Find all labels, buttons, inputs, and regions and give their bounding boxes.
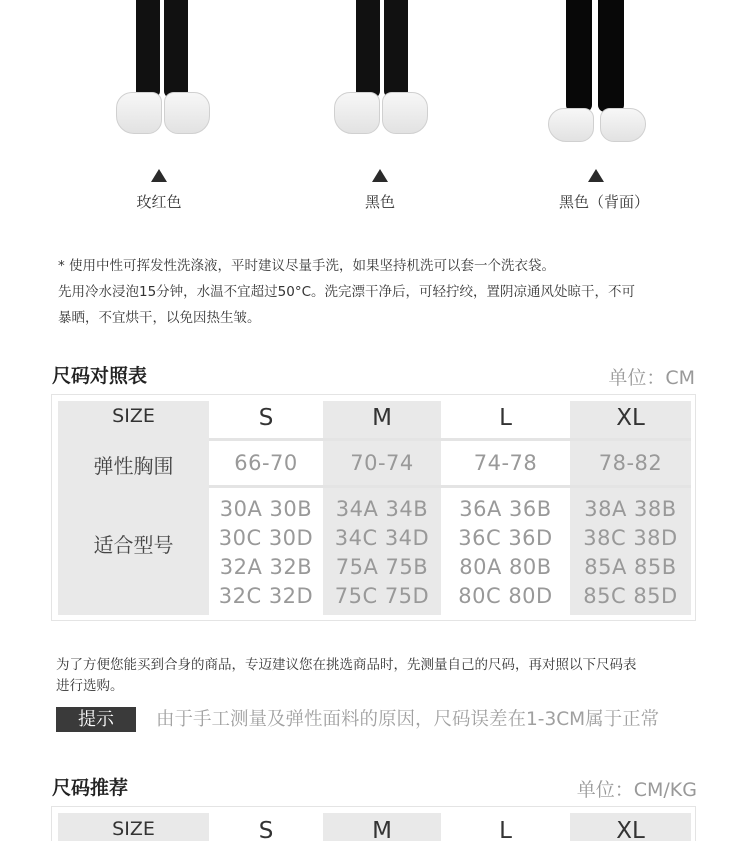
recommend-col-xl: XL xyxy=(616,818,645,841)
up-triangle-icon xyxy=(372,169,388,182)
fit-value: 32A 32B xyxy=(219,555,313,579)
bust-value: 66-70 xyxy=(234,451,298,475)
fit-value: 34C 34D xyxy=(334,526,430,550)
size-header-label: SIZE xyxy=(112,405,155,427)
fit-value: 30A 30B xyxy=(219,497,313,521)
fit-cell-s xyxy=(209,495,323,611)
fit-row-label: 适合型号 xyxy=(93,533,174,557)
color-label-black: 黑色 xyxy=(364,193,395,211)
recommend-header-label: SIZE xyxy=(112,818,155,840)
fit-cell-m xyxy=(323,495,441,611)
measurement-advice xyxy=(56,655,706,697)
model-photo-black-back xyxy=(526,0,666,150)
model-photo-black xyxy=(310,0,450,150)
bust-row-label: 弹性胸围 xyxy=(93,454,174,478)
fit-value: 36C 36D xyxy=(458,526,553,550)
size-col-xl: XL xyxy=(616,405,645,431)
size-recommend-unit: 单位：CM/KG xyxy=(576,779,697,801)
recommend-col-m: M xyxy=(372,818,392,841)
fit-value: 30C 30D xyxy=(218,526,314,550)
size-col-s: S xyxy=(258,405,274,431)
fit-value: 80A 80B xyxy=(459,555,552,579)
care-instructions xyxy=(58,253,708,331)
fit-value: 85C 85D xyxy=(583,584,678,608)
size-recommend-title: 尺码推荐 xyxy=(52,777,129,799)
model-photo-rose xyxy=(90,0,230,150)
size-chart-unit: 单位：CM xyxy=(608,367,695,389)
size-chart-table xyxy=(51,394,696,621)
bust-value: 78-82 xyxy=(598,451,663,475)
fit-cell-xl xyxy=(570,495,691,611)
fit-value: 36A 36B xyxy=(459,497,552,521)
care-line: * 使用中性可挥发性洗涤液，平时建议尽量手洗，如果坚持机洗可以套一个洗衣袋。 xyxy=(58,258,556,274)
recommend-col-l: L xyxy=(499,818,512,841)
fit-value: 80C 80D xyxy=(458,584,553,608)
fit-value: 34A 34B xyxy=(335,497,429,521)
advice-line: 进行选购。 xyxy=(56,678,124,694)
size-col-l: L xyxy=(499,405,512,431)
fit-value: 38C 38D xyxy=(583,526,678,550)
color-label-rose: 玫红色 xyxy=(136,193,182,211)
fit-value: 32C 32D xyxy=(218,584,314,608)
fit-value: 38A 38B xyxy=(584,497,677,521)
fit-value: 75A 75B xyxy=(335,555,429,579)
bust-value: 74-78 xyxy=(473,451,538,475)
care-line: 先用冷水浸泡15分钟，水温不宜超过50°C。洗完漂干净后，可轻拧绞，置阴凉通风处晾干，不可 xyxy=(58,284,636,300)
care-line: 暴晒，不宜烘干，以免因热生皱。 xyxy=(58,310,261,326)
color-label-black-back: 黑色（背面） xyxy=(558,193,649,211)
bust-value: 70-74 xyxy=(350,451,414,475)
advice-line: 为了方便您能买到合身的商品，专迈建议您在挑选商品时，先测量自己的尺码，再对照以下尺码表 xyxy=(56,657,637,673)
tip-text: 由于手工测量及弹性面料的原因，尺码误差在1-3CM属于正常 xyxy=(156,709,660,730)
size-col-m: M xyxy=(372,405,392,431)
fit-value: 75C 75D xyxy=(334,584,430,608)
size-recommend-table xyxy=(51,806,696,841)
recommend-col-s: S xyxy=(258,818,274,841)
size-chart-title: 尺码对照表 xyxy=(52,365,148,387)
up-triangle-icon xyxy=(588,169,604,182)
tip-badge: 提示 xyxy=(56,707,136,732)
fit-value: 85A 85B xyxy=(584,555,677,579)
up-triangle-icon xyxy=(151,169,167,182)
product-photo-strip xyxy=(0,0,750,225)
fit-cell-l xyxy=(441,495,570,611)
